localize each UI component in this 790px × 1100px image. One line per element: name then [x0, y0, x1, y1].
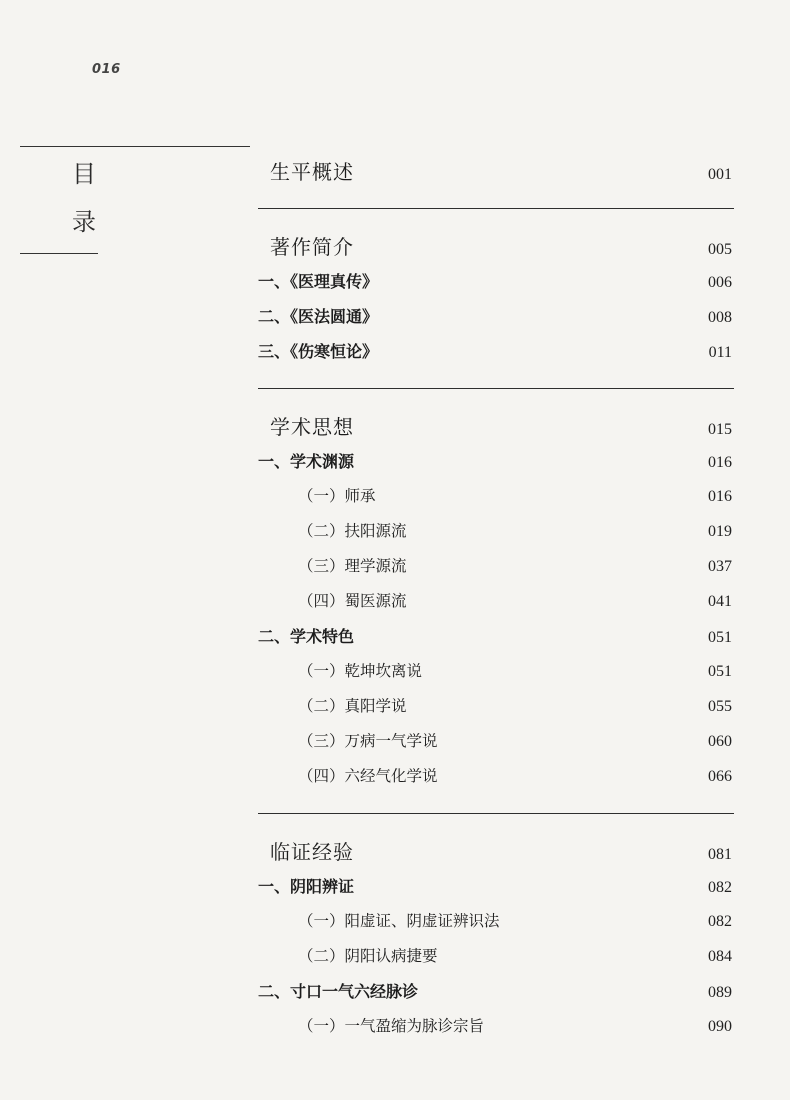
toc-entry-label: （二）真阳学说 — [298, 697, 407, 715]
toc-entry-page: 019 — [708, 523, 732, 540]
toc-subsection-entry[interactable] — [258, 484, 734, 519]
toc-entry-label: 二、学术特色 — [258, 627, 355, 646]
toc-section — [258, 231, 734, 389]
toc-section-entry[interactable] — [258, 979, 734, 1014]
toc-chapter-entry[interactable] — [258, 231, 734, 269]
toc-entry-label: 一、学术渊源 — [258, 452, 355, 471]
toc-entry-page: 090 — [708, 1018, 732, 1035]
toc-entry-label: （二）阴阳认病捷要 — [298, 947, 438, 965]
toc-subsection-entry[interactable] — [258, 659, 734, 694]
toc-entry-label: 二、寸口一气六经脉诊 — [258, 982, 419, 1001]
toc-entry-page: 081 — [708, 846, 732, 863]
toc-entry-page: 006 — [708, 274, 732, 291]
toc-entry-page: 089 — [708, 984, 732, 1001]
toc-entry-page: 055 — [708, 698, 732, 715]
toc-subsection-entry[interactable] — [258, 589, 734, 624]
toc-section — [258, 836, 734, 1063]
toc-section-entry[interactable] — [258, 304, 734, 339]
toc-title — [72, 150, 112, 246]
toc-entry-page: 082 — [708, 913, 732, 930]
toc-entry-page: 051 — [708, 629, 732, 646]
toc-entry-page: 016 — [708, 454, 732, 471]
toc-entry-label: （三）理学源流 — [298, 557, 407, 575]
toc-entry-page: 051 — [708, 663, 732, 680]
toc-entry-label: （四）六经气化学说 — [298, 767, 438, 785]
toc-entry-label: （一）阳虚证、阴虚证辨识法 — [298, 912, 500, 930]
toc-subsection-entry[interactable] — [258, 944, 734, 979]
toc-section-entry[interactable] — [258, 339, 734, 374]
toc-title-char-2: 录 — [72, 208, 96, 236]
toc-section — [258, 156, 734, 209]
toc-entry-page: 016 — [708, 488, 732, 505]
toc-section-entry[interactable] — [258, 449, 734, 484]
page-number: 016 — [92, 62, 121, 77]
toc-section-entry[interactable] — [258, 624, 734, 659]
toc-subsection-entry[interactable] — [258, 519, 734, 554]
toc-entry-page: 001 — [708, 166, 732, 183]
toc-entry-label: （四）蜀医源流 — [298, 592, 407, 610]
toc-entry-page: 011 — [708, 344, 732, 361]
toc-entry-page: 015 — [708, 421, 732, 438]
toc-entry-label: 二、《医法圆通》 — [258, 307, 379, 326]
toc-entry-label: （一）师承 — [298, 487, 376, 505]
toc-entry-page: 066 — [708, 768, 732, 785]
toc-entry-label: 临证经验 — [270, 840, 354, 864]
toc-chapter-entry[interactable] — [258, 836, 734, 874]
toc-subsection-entry[interactable] — [258, 764, 734, 799]
toc-entry-page: 082 — [708, 879, 732, 896]
toc-chapter-entry[interactable] — [258, 411, 734, 449]
toc-entry-page: 008 — [708, 309, 732, 326]
toc-subsection-entry[interactable] — [258, 909, 734, 944]
toc-subsection-entry[interactable] — [258, 1014, 734, 1049]
toc-entry-label: 学术思想 — [270, 415, 354, 439]
toc-entry-label: 生平概述 — [270, 160, 354, 184]
toc-entry-page: 037 — [708, 558, 732, 575]
toc-title-char-1: 目 — [72, 160, 96, 188]
toc-chapter-entry[interactable] — [258, 156, 734, 194]
toc-entry-page: 060 — [708, 733, 732, 750]
toc-entry-page: 084 — [708, 948, 732, 965]
toc-section — [258, 411, 734, 814]
toc-entry-page: 041 — [708, 593, 732, 610]
header-rule — [20, 146, 250, 147]
toc-entry-label: （一）一气盈缩为脉诊宗旨 — [298, 1017, 485, 1035]
toc-section-entry[interactable] — [258, 269, 734, 304]
toc-entry-label: 著作简介 — [270, 235, 354, 259]
toc-subsection-entry[interactable] — [258, 694, 734, 729]
toc-entry-label: （一）乾坤坎离说 — [298, 662, 423, 680]
toc-entry-label: 一、《医理真传》 — [258, 272, 379, 291]
toc-entry-page: 005 — [708, 241, 732, 258]
table-of-contents — [258, 156, 734, 1085]
toc-subsection-entry[interactable] — [258, 729, 734, 764]
toc-entry-label: （三）万病一气学说 — [298, 732, 438, 750]
toc-subsection-entry[interactable] — [258, 554, 734, 589]
toc-entry-label: 一、阴阳辨证 — [258, 877, 355, 896]
title-underline — [20, 253, 98, 254]
toc-entry-label: （二）扶阳源流 — [298, 522, 407, 540]
toc-entry-label: 三、《伤寒恒论》 — [258, 342, 379, 361]
toc-section-entry[interactable] — [258, 874, 734, 909]
